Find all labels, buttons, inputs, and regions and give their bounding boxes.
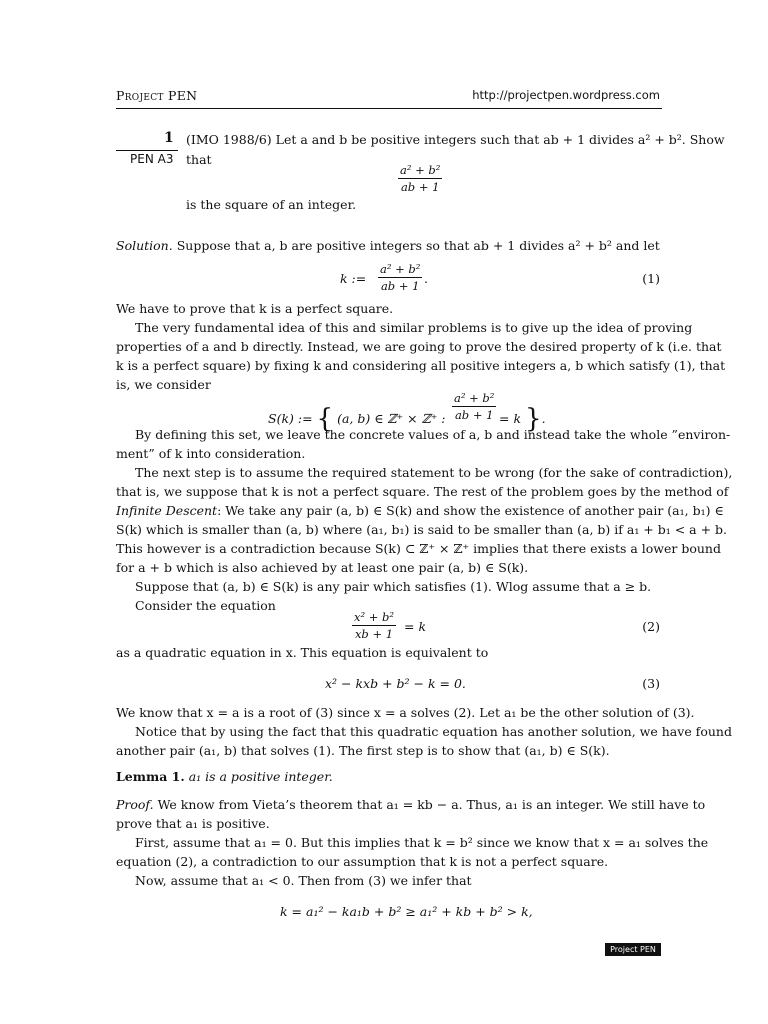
set-end: . <box>541 411 546 426</box>
para-3-line1: By defining this set, we leave the concrete values of a, b and instead take the whole ”environ- <box>135 427 731 442</box>
set-fraction-denominator: ab + 1 <box>454 408 494 422</box>
para-2-line2: properties of a and b directly. Instead, we are going to prove the desired property of k (i.e. that <box>116 339 722 354</box>
header-url: http://projectpen.wordpress.com <box>472 88 660 102</box>
header-title: Project PEN <box>116 88 198 103</box>
footer-badge: Project PEN <box>605 943 661 956</box>
para-4-line1: The next step is to assume the required statement to be wrong (for the sake of contradiction), <box>135 465 733 480</box>
para-6: Consider the equation <box>135 598 276 613</box>
para-4-line6: for a + b which is also achieved by at least one pair (a, b) ∈ S(k). <box>116 560 529 575</box>
problem-fraction <box>398 163 442 194</box>
proof-label: Proof. <box>116 797 154 812</box>
eq2-tail: = k <box>404 619 427 634</box>
eq2-denominator: xb + 1 <box>354 627 394 641</box>
eq2-fraction <box>352 610 396 641</box>
set-tail-text: = k <box>499 411 522 426</box>
set-middle: (a, b) ∈ ℤ⁺ × ℤ⁺ : <box>337 411 446 426</box>
solution-intro-text: Suppose that a, b are positive integers so that ab + 1 divides a² + b² and let <box>176 238 660 253</box>
para-7: as a quadratic equation in x. This equation is equivalent to <box>116 645 489 660</box>
eq3-number: (3) <box>642 676 660 691</box>
para-2-line1: The very fundamental idea of this and similar problems is to give up the idea of proving <box>135 320 693 335</box>
proof-line1 <box>116 797 705 812</box>
eq1-numerator: a² + b² <box>380 262 421 276</box>
set-definition <box>268 400 446 434</box>
set-fraction <box>452 391 496 422</box>
proof-line3: First, assume that a₁ = 0. But this implies that k = b² since we know that x = a₁ solves the <box>135 835 709 850</box>
para-8: We know that x = a is a root of (3) since x = a solves (2). Let a₁ be the other solution of (3). <box>116 705 695 720</box>
eq1-denominator: ab + 1 <box>380 279 420 293</box>
problem-statement-line2: that <box>186 152 212 167</box>
proof-line2: prove that a₁ is positive. <box>116 816 270 831</box>
set-close-brace: } <box>525 404 542 434</box>
infinite-descent-term: Infinite Descent <box>116 503 218 518</box>
eq3: x² − kxb + b² − k = 0. <box>325 676 466 691</box>
para-9-line2: another pair (a₁, b) that solves (1). The first step is to show that (a₁, b) ∈ S(k). <box>116 743 610 758</box>
eq1-fraction <box>378 262 422 293</box>
problem-number: 1 <box>164 130 174 146</box>
header-rule <box>116 108 662 109</box>
problem-fraction-numerator: a² + b² <box>400 163 441 177</box>
problem-fraction-denominator: ab + 1 <box>400 180 440 194</box>
eq1-lhs: k := <box>340 271 367 286</box>
para-4-line2: that is, we suppose that k is not a perfect square. The rest of the problem goes by the method of <box>116 484 729 499</box>
proof-line5: Now, assume that a₁ < 0. Then from (3) we infer that <box>135 873 472 888</box>
eq2-numerator: x² + b² <box>354 610 395 624</box>
lemma <box>116 769 333 784</box>
proof-line4: equation (2), a contradiction to our assumption that k is not a perfect square. <box>116 854 609 869</box>
eq4: k = a₁² − ka₁b + b² ≥ a₁² + kb + b² > k, <box>280 904 533 919</box>
eq1-tail: . <box>424 271 428 286</box>
para-9-line1: Notice that by using the fact that this quadratic equation has another solution, we have found <box>135 724 732 739</box>
problem-number-rule <box>116 150 178 151</box>
para-4-line5: This however is a contradiction because S(k) ⊂ ℤ⁺ × ℤ⁺ implies that there exists a lower bound <box>116 541 721 556</box>
lemma-label: Lemma 1. <box>116 769 185 784</box>
para-5: Suppose that (a, b) ∈ S(k) is any pair which satisfies (1). Wlog assume that a ≥ b. <box>135 579 652 594</box>
problem-tag: PEN A3 <box>130 152 174 166</box>
solution-label: Solution. <box>116 238 173 253</box>
para-4-line4: S(k) which is smaller than (a, b) where (a₁, b₁) is said to be smaller than (a, b) if a₁ + b₁ < a + b. <box>116 522 728 537</box>
para-2-line4: is, we consider <box>116 377 211 392</box>
set-fraction-numerator: a² + b² <box>454 391 495 405</box>
para-4-line3 <box>116 503 724 518</box>
eq2-number: (2) <box>642 619 660 634</box>
para-4-line3-text: : We take any pair (a, b) ∈ S(k) and show the existence of another pair (a₁, b₁) ∈ <box>217 503 724 518</box>
para-1: We have to prove that k is a perfect square. <box>116 301 394 316</box>
set-tail <box>499 400 546 434</box>
solution-intro <box>116 238 660 253</box>
problem-statement-line3: is the square of an integer. <box>186 197 357 212</box>
proof-line1-text: We know from Vieta’s theorem that a₁ = kb − a. Thus, a₁ is an integer. We still have to <box>157 797 706 812</box>
problem-statement-line1: (IMO 1988/6) Let a and b be positive integers such that ab + 1 divides a² + b². Show <box>186 132 725 147</box>
set-lhs: S(k) := <box>268 411 313 426</box>
lemma-text: a₁ is a positive integer. <box>188 769 333 784</box>
para-2-line3: k is a perfect square) by fixing k and considering all positive integers a, b which satisfy (1), that <box>116 358 726 373</box>
set-open-brace: { <box>316 404 334 434</box>
eq1-number: (1) <box>642 271 660 286</box>
para-3-line2: ment” of k into consideration. <box>116 446 306 461</box>
